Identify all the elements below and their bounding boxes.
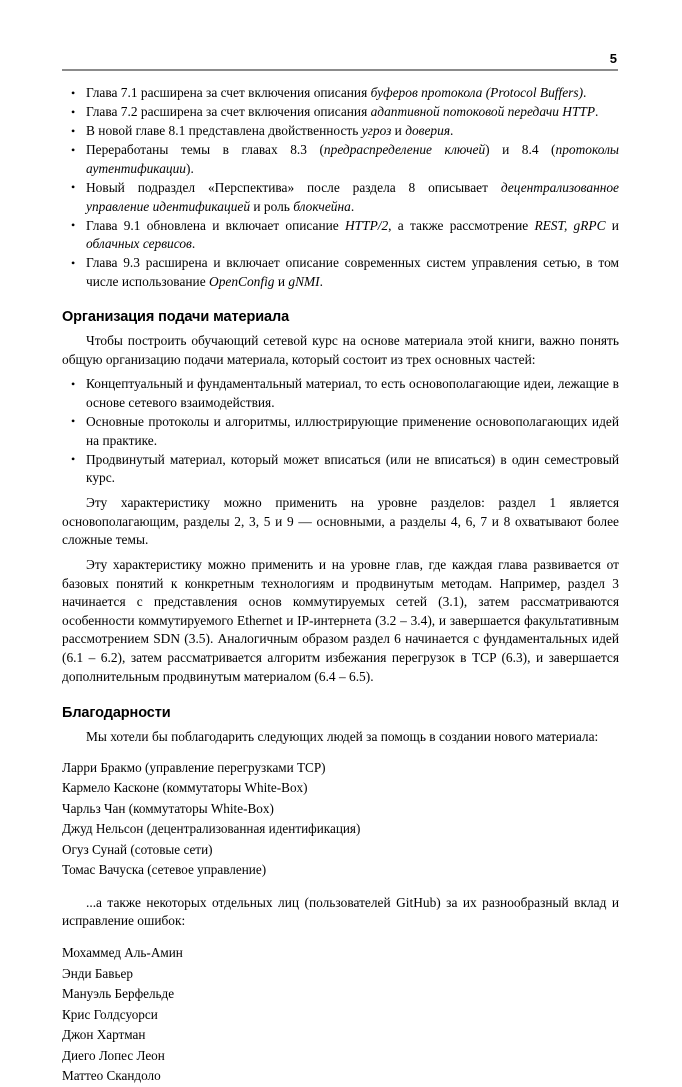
contributor-name: Томас Вачуска (сетевое управление)	[62, 862, 267, 878]
plain-text: ) и 8.4 (	[485, 142, 556, 158]
organization-part-item: • Концептуальный и фундаментальный материал, то есть основополагающие идеи, лежащие в основе сетевого взаимодействия.	[62, 375, 619, 412]
section-heading-acknowledgements: Благодарности	[62, 705, 171, 722]
plain-text: и	[605, 217, 619, 233]
acknowledgements-intro-paragraph: Мы хотели бы поблагодарить следующих людей за помощь в создании нового материала:	[86, 729, 599, 745]
plain-text: .	[583, 85, 587, 100]
plain-text: .	[191, 236, 196, 252]
plain-text: ).	[186, 160, 194, 176]
emphasis-text: доверия	[405, 123, 451, 139]
page-content	[62, 84, 619, 1087]
plain-text: .	[595, 104, 599, 120]
organization-sections-paragraph: Эту характеристику можно применить на уровне разделов: раздел 1 является основополагающим, разделы 2, 3, 5 и 9 — основными, а разделы 4, 6, 7 и 8 охватывают более сложные темы.	[62, 495, 619, 548]
plain-text: .	[350, 198, 355, 214]
github-contributor-name: Мануэль Берфельде	[62, 986, 175, 1001]
github-contributors-name-list	[62, 943, 619, 1087]
contributors-name-list	[62, 758, 619, 881]
section-heading-organization: Организация подачи материала	[62, 309, 290, 326]
contributor-name: Кармело Касконе (коммутаторы White-Box)	[62, 780, 308, 796]
changes-list-item	[62, 217, 619, 254]
emphasis-text: угроз	[361, 123, 392, 139]
plain-text: .	[319, 273, 323, 289]
plain-text: В новой главе 8.1 представлена двойственность	[86, 123, 362, 139]
contributor-name: Джуд Нельсон (децентрализованная идентификация)	[62, 821, 361, 837]
github-contributor-name: Крис Голдсуорси	[62, 1006, 158, 1022]
page-header	[62, 52, 618, 71]
emphasis-text: OpenConfig	[209, 273, 275, 289]
plain-text: .	[450, 123, 454, 139]
plain-text: и	[274, 273, 289, 289]
emphasis-text: децентрализованное управление идентификацией	[86, 179, 619, 214]
organization-part-item: • Продвинутый материал, который может вписаться (или не вписаться) в один семестровый курс.	[62, 451, 619, 488]
emphasis-text: адаптивной потоковой передачи HTTP	[370, 104, 596, 120]
organization-intro-paragraph: Чтобы построить обучающий сетевой курс на основе материала этой книги, важно понять общую организацию подачи материала, который состоит из трех основных частей:	[62, 333, 619, 367]
changes-list-item	[62, 141, 619, 178]
contributor-name: Ларри Бракмо (управление перегрузками TCP)	[62, 759, 326, 775]
changes-list-item	[62, 84, 619, 103]
emphasis-text: блокчейна	[293, 198, 351, 214]
plain-text: Переработаны темы в главах 8.3 (	[86, 142, 324, 158]
plain-text: Глава 7.1 расширена за счет включения описания	[86, 85, 371, 100]
emphasis-text: REST, gRPC	[534, 217, 606, 233]
plain-text: Глава 9.3 расширена и включает описание современных систем управления сетью, в том числе использование	[86, 255, 619, 289]
plain-text: Глава 9.1 обновлена и включает описание	[86, 217, 345, 233]
plain-text: Глава 7.2 расширена за счет включения описания	[86, 104, 371, 120]
changes-list-item	[62, 122, 619, 141]
page-number: 5	[609, 51, 617, 66]
emphasis-text: буферов протокола (Protocol Buffers)	[370, 85, 584, 100]
github-contributor-name: Маттео Скандоло	[62, 1068, 161, 1083]
contributor-name: Чарльз Чан (коммутаторы White-Box)	[62, 800, 274, 816]
emphasis-text: облачных сервисов	[86, 236, 192, 252]
organization-parts-list	[62, 375, 619, 488]
changes-list-item	[62, 254, 619, 291]
plain-text: и	[391, 123, 406, 139]
changes-list-item	[62, 179, 619, 216]
plain-text: и роль	[250, 198, 294, 214]
emphasis-text: gNMI	[288, 273, 320, 289]
github-contributor-name: Энди Бавьер	[62, 965, 133, 981]
github-contributor-name: Мохаммед Аль-Амин	[62, 945, 183, 960]
header-rule	[62, 69, 618, 71]
organization-part-item: • Основные протоколы и алгоритмы, иллюстрирующие применение основополагающих идей на практике.	[62, 413, 619, 450]
organization-chapters-paragraph: Эту характеристику можно применить и на уровне глав, где каждая глава развивается от базовых понятий к конкретным технологиям и продвинутым методам. Например, раздел 3 начинается с представления основ коммутируемых сетей (3.1), затем рассматриваются особенности коммутируемого Ethernet и IP-интернета (3.2 – 3.4), и завершается факультативным рассмотрением SDN (3.5). Аналогичным образом раздел 6 начинается с фундаментальных идей (6.1 – 6.2), затем рассматривается алгоритм избежания перегрузок в TCP (6.3), и завершается дополнительным продвинутым материалом (6.4 – 6.5).	[62, 557, 619, 684]
emphasis-text: протоколы аутентификации	[86, 142, 619, 176]
github-intro-paragraph: ...а также некоторых отдельных лиц (пользователей GitHub) за их разнообразный вклад и исправление ошибок:	[62, 894, 619, 929]
github-contributor-name: Диего Лопес Леон	[62, 1047, 165, 1063]
plain-text: Новый подраздел «Перспектива» после раздела 8 описывает	[86, 179, 501, 195]
emphasis-text: HTTP/2	[345, 217, 389, 233]
plain-text: , а также рассмотрение	[388, 217, 535, 233]
emphasis-text: предраспределение ключей	[323, 142, 486, 158]
github-contributor-name: Джон Хартман	[62, 1027, 146, 1042]
changes-list-item	[62, 103, 619, 122]
changes-bullet-list	[62, 84, 619, 292]
contributor-name: Огуз Сунай (сотовые сети)	[62, 841, 213, 857]
